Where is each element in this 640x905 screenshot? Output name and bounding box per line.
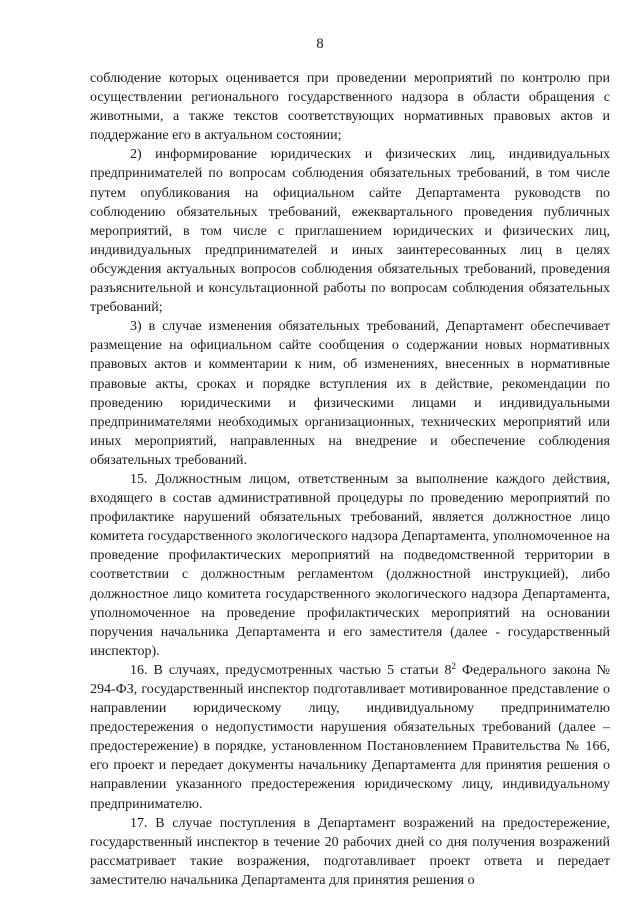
paragraph-item-3: 3) в случае изменения обязательных требований, Департамент обеспечивает размещение на официальном сайте сообщения о содержании новых нормативных правовых актов и комментарии к ним, об изменениях, внесенных в нормативные правовые акты, сроках и порядке вступления их в действие, рекомендации по проведению юридическими и физическими лицами и индивидуальными предпринимателями необходимых организационных, технических мероприятий или иных мероприятий, направленных на внедрение и обеспечение соблюдения обязательных требований.	[90, 319, 610, 468]
paragraph-15: 15. Должностным лицом, ответственным за выполнение каждого действия, входящего в состав административной процедуры по проведению мероприятий по профилактике нарушений обязательных требований, является должностное лицо комитета государственного экологического надзора Департамента, уполномоченное на проведение профилактических мероприятий на подведомственной территории в соответствии с должностным регламентом (должностной инструкцией), либо должностное лицо комитета государственного экологического надзора Департамента, уполномоченное на проведение профилактических мероприятий на основании поручения начальника Департамента и его заместителя (далее - государственный инспектор).	[90, 471, 610, 659]
paragraph-continuation: соблюдение которых оценивается при проведении мероприятий по контролю при осуществлении регионального государственного надзора в области обращения с животными, а также текстов соответствующих нормативных правовых актов и поддержание его в актуальном состоянии;	[90, 71, 610, 144]
paragraph-16-text-start: 16. В случаях, предусмотренных частью 5 статьи 8	[130, 662, 452, 678]
page-number: 8	[316, 36, 324, 52]
article-superscript: 2	[451, 660, 457, 671]
paragraph-16	[90, 661, 610, 814]
paragraph-17: 17. В случае поступления в Департамент возражений на предостережение, государственный инспектор в течение 20 рабочих дней со дня получения возражений рассматривает такие возражения, подготавливает проект ответа и передает заместителю начальника Департамента для принятия решения о	[90, 815, 610, 888]
paragraph-16-text-end: Федерального закона № 294-ФЗ, государственный инспектор подготавливает мотивированное представление о направлении юридическому лицу, индивидуальному предпринимателю предостережения о недопустимости нарушения обязательных требований (далее – предостережение) в порядке, установленном Постановлением Правительства № 166, его проект и передает документы начальнику Департамента для принятия решения о направлении указанного предостережения юридическому лицу, индивидуальному предпринимателю.	[90, 662, 610, 812]
document-body	[90, 69, 610, 890]
paragraph-item-2: 2) информирование юридических и физических лиц, индивидуальных предпринимателей по вопросам соблюдения обязательных требований, в том числе путем опубликования на официальном сайте Департамента руководств по соблюдению обязательных требований, ежеквартального проведения публичных мероприятий, в том числе с приглашением юридических и физических лиц, индивидуальных предпринимателей и иных заинтересованных лиц в целях обсуждения актуальных вопросов соблюдения обязательных требований, проведения разъяснительной и консультационной работы по вопросам соблюдения обязательных требований;	[90, 147, 610, 316]
